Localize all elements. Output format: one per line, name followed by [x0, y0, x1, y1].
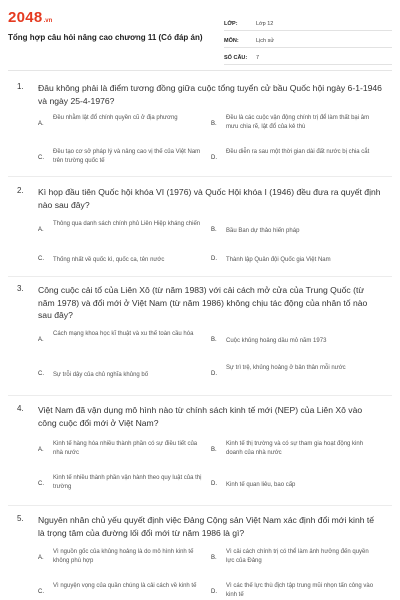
option-letter: D.	[211, 256, 217, 262]
question-divider	[8, 176, 392, 177]
meta-value: Lớp 12	[256, 21, 274, 27]
option-text: Vì các thế lực thù địch tập trung mũi nhọn tấn công vào kinh tế	[226, 583, 374, 598]
option-text: Kinh tế nhiều thành phần vận hành theo quy luật của thị trường	[53, 475, 202, 490]
option-text: Đều diễn ra sau một thời gian dài đất nước bị chia cắt	[226, 149, 370, 155]
option-letter: C.	[38, 256, 44, 262]
option-text: Kinh tế thị trường và có sự tham gia hoạt động kinh doanh của nhà nước	[226, 441, 364, 456]
logo-domain: .vn	[43, 18, 53, 24]
option-text: Thành lập Quân đội Quốc gia Việt Nam	[226, 257, 331, 263]
question-text: Đâu không phải là điểm tương đồng giữa cuộc tổng tuyển cử bầu Quốc hội ngày 6-1-1946 và ngày 25-4-1976?	[38, 83, 382, 106]
logo-text: 2048	[8, 9, 43, 26]
question-divider	[8, 276, 392, 277]
question-text: Kì họp đầu tiên Quốc hội khóa VI (1976) và Quốc Hội khóa I (1946) đều đưa ra quyết định nào sau đây?	[38, 187, 381, 210]
option-text: Sự trì trệ, khủng hoảng ở bản thân mỗi nước	[226, 365, 346, 371]
question-number: 5.	[17, 514, 24, 523]
meta-label: MÔN:	[224, 38, 239, 44]
option-text: Kinh tế hàng hóa nhiều thành phần có sự điều tiết của nhà nước	[53, 441, 198, 456]
meta-row-count	[224, 48, 392, 65]
option-letter: B.	[211, 337, 217, 343]
meta-label: LỚP:	[224, 21, 238, 27]
option-letter: B.	[211, 227, 217, 233]
option-letter: C.	[38, 155, 44, 161]
option-text: Đều tạo cơ sở pháp lý và nâng cao vị thế của Việt Nam trên trường quốc tế	[53, 149, 201, 164]
question-text: Việt Nam đã vận dụng mô hình nào từ chính sách kinh tế mới (NEP) của Liên Xô vào công cuộc đổi mới ở Việt Nam?	[38, 405, 363, 428]
option-text: Bầu Ban dự thảo hiến pháp	[226, 228, 300, 234]
meta-row-subject	[224, 31, 392, 48]
question-divider	[8, 505, 392, 506]
question-number: 4.	[17, 404, 24, 413]
option-text: Vì nguyện vọng của quần chúng là cải cách về kinh tế	[53, 583, 197, 589]
meta-value: 7	[256, 55, 260, 61]
option-text: Đều nhằm lật đổ chính quyền cũ ở địa phương	[53, 115, 178, 121]
option-text: Sự trỗi dậy của chủ nghĩa khủng bố	[53, 372, 149, 378]
option-letter: A.	[38, 555, 44, 561]
option-text: Thống nhất về quốc kì, quốc ca, tên nước	[53, 257, 165, 263]
meta-info	[224, 14, 392, 65]
question-number: 3.	[17, 284, 24, 293]
option-letter: A.	[38, 227, 44, 233]
option-letter: B.	[211, 447, 217, 453]
question-divider	[8, 395, 392, 396]
option-letter: D.	[211, 481, 217, 487]
meta-value: Lịch sử	[256, 38, 275, 44]
meta-label: SỐ CÂU:	[224, 55, 248, 61]
option-letter: A.	[38, 337, 44, 343]
header-divider	[8, 70, 392, 71]
header	[0, 0, 400, 78]
option-letter: D.	[211, 155, 217, 161]
option-letter: A.	[38, 447, 44, 453]
option-letter: A.	[38, 121, 44, 127]
question-text: Công cuộc cải tổ của Liên Xô (từ năm 1983) với cải cách mở cửa của Trung Quốc (từ năm 1978) và đổi mới ở Việt Nam (từ năm 1986) không chịu tác động của nhân tố nào sau đây?	[38, 285, 368, 320]
page-title: Tổng hợp câu hỏi nâng cao chương 11 (Có đáp án)	[8, 33, 203, 42]
option-text: Kinh tế quan liêu, bao cấp	[226, 482, 296, 488]
option-text: Cuộc khủng hoảng dầu mỏ năm 1973	[226, 338, 327, 344]
option-letter: D.	[211, 589, 217, 595]
option-text: Vì cải cách chính trị có thể làm ảnh hưởng đến quyền lực của Đảng	[226, 549, 369, 564]
question-number: 2.	[17, 186, 24, 195]
option-text: Cách mạng khoa học kĩ thuật và xu thế toàn cầu hóa	[53, 331, 194, 337]
option-letter: C.	[38, 589, 44, 595]
option-text: Thông qua danh sách chính phủ Liên Hiệp kháng chiến	[53, 221, 201, 227]
question-number: 1.	[17, 82, 24, 91]
site-logo[interactable]	[8, 9, 52, 26]
option-letter: C.	[38, 481, 44, 487]
meta-row-class	[224, 14, 392, 31]
option-letter: B.	[211, 555, 217, 561]
option-letter: D.	[211, 371, 217, 377]
option-text: Đều là các cuộc vận động chính trị để làm thất bại âm mưu chia rẽ, lật đổ của kẻ thù	[226, 115, 370, 130]
option-letter: C.	[38, 371, 44, 377]
question-text: Nguyên nhân chủ yếu quyết định việc Đảng Cộng sản Việt Nam xác định đổi mới kinh tế là trọng tâm của đường lối đổi mới từ năm 1986 là gì?	[38, 515, 375, 538]
option-text: Vì nguồn gốc của khủng hoảng là do mô hình kinh tế không phù hợp	[53, 549, 194, 564]
option-letter: B.	[211, 121, 217, 127]
